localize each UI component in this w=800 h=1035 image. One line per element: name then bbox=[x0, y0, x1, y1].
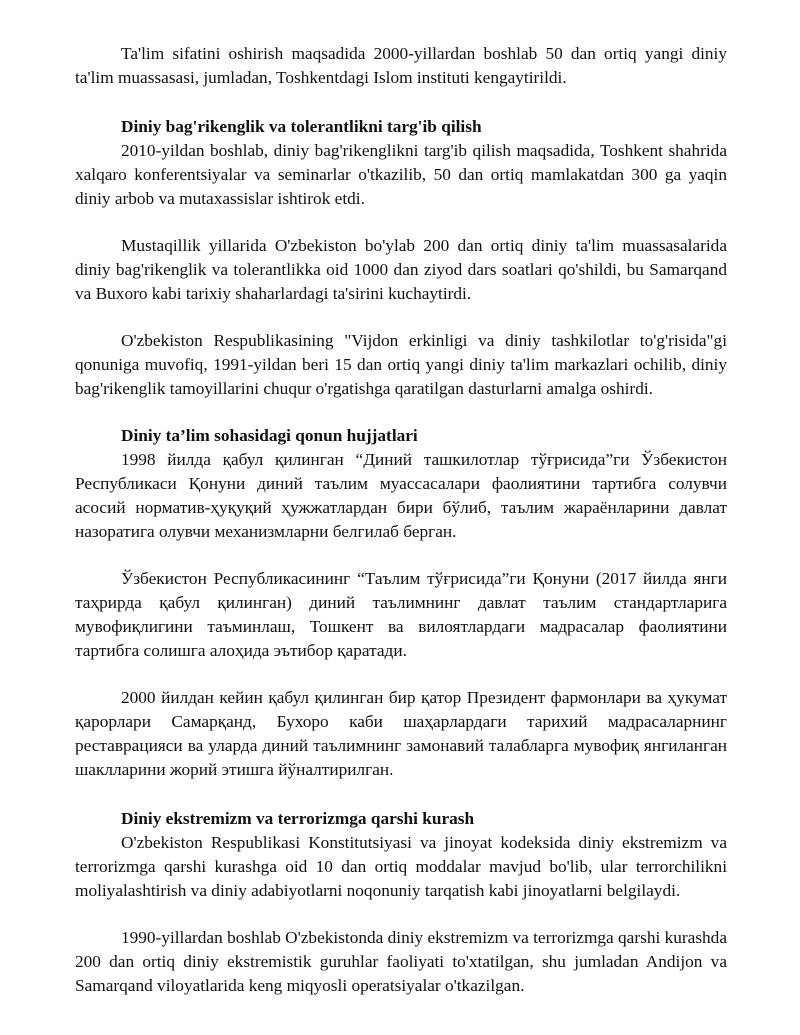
section-heading-legislation: Diniy ta’lim sohasidagi qonun hujjatlari bbox=[121, 426, 418, 445]
paragraph-counter-extremism-operations: 1990-yillardan boshlab O'zbekistonda diniy ekstremizm va terrorizmga qarshi kurashda 200 dan ortiq diniy ekstremistik guruhlar faoliyati to'xtatilgan, shu jumladan Andijon va Samarqand viloyatlarida keng miqyosli operatsiyalar o'tkazilgan. bbox=[75, 928, 727, 995]
paragraph-freedom-of-conscience-law: O'zbekiston Respublikasining "Vijdon erkinligi va diniy tashkilotlar to'g'risida"gi qonuniga muvofiq, 1991-yildan beri 15 dan ortiq yangi diniy ta'lim markazlari ochilib, diniy bag'rikenglik tamoyillarini chuqur o'rgatishga qaratilgan dasturlarni amalga oshirdi. bbox=[75, 331, 727, 398]
paragraph-conferences: 2010-yildan boshlab, diniy bag'rikenglikni targ'ib qilish maqsadida, Toshkent shahrida xalqaro konferentsiyalar va seminarlar o'tkazilib, 50 dan ortiq mamlakatdan 300 ga yaqin diniy arbob va mutaxassislar ishtirok etdi. bbox=[75, 141, 727, 208]
paragraph-presidential-decrees: 2000 йилдан кейин қабул қилинган бир қатор Президент фармонлари ва ҳукумат қарорлари Самарқанд, Бухоро каби шаҳарлардаги тарихий мадрасаларнинг реставрацияси ва уларда диний таълимнинг замонавий талабларга мувофиқ янгиланган шаклларини жорий этишга йўналтирилган. bbox=[75, 688, 727, 779]
paragraph-intro: Ta'lim sifatini oshirish maqsadida 2000-yillardan boshlab 50 dan ortiq yangi diniy ta'lim muassasasi, jumladan, Toshkentdagi Islom instituti kengaytirildi. bbox=[75, 44, 727, 87]
paragraph-1998-law: 1998 йилда қабул қилинган “Диний ташкилотлар тўғрисида”ги Ўзбекистон Республикаси Қонуни диний таълим муассасалари фаолиятини тартибга солувчи асосий норматив-ҳуқуқий ҳужжатлардан бири бўлиб, таълим жараёнларини давлат назоратига олувчи механизмларни белгилаб берган. bbox=[75, 450, 727, 541]
paragraph-education-law: Ўзбекистон Республикасининг “Таълим тўғрисида”ги Қонуни (2017 йилда янги таҳрирда қабул қилинган) диний таълимнинг давлат таълим стандартларига мувофиқлигини таъминлаш, Тошкент ва вилоятлардаги мадрасалар фаолиятини тартибга солишга алоҳида эътибор қаратади. bbox=[75, 569, 727, 660]
paragraph-constitution-criminal-code: O'zbekiston Respublikasi Konstitutsiyasi va jinoyat kodeksida diniy ekstremizm va terrorizmga qarshi kurashga oid 10 dan ortiq moddalar mavjud bo'lib, ular terrorchilikni moliyalashtirish va diniy adabiyotlarni noqonuniy tarqatish kabi jinoyatlarni belgilaydi. bbox=[75, 833, 727, 900]
section-heading-tolerance: Diniy bag'rikenglik va tolerantlikni targ'ib qilish bbox=[121, 117, 482, 136]
section-heading-extremism: Diniy ekstremizm va terrorizmga qarshi kurash bbox=[121, 809, 475, 828]
paragraph-independence-years: Mustaqillik yillarida O'zbekiston bo'ylab 200 dan ortiq diniy ta'lim muassasalarida diniy bag'rikenglik va tolerantlikka oid 1000 dan ziyod dars soatlari qo'shildi, bu Samarqand va Buxoro kabi tarixiy shaharlardagi ta'sirini kuchaytirdi. bbox=[75, 236, 727, 303]
